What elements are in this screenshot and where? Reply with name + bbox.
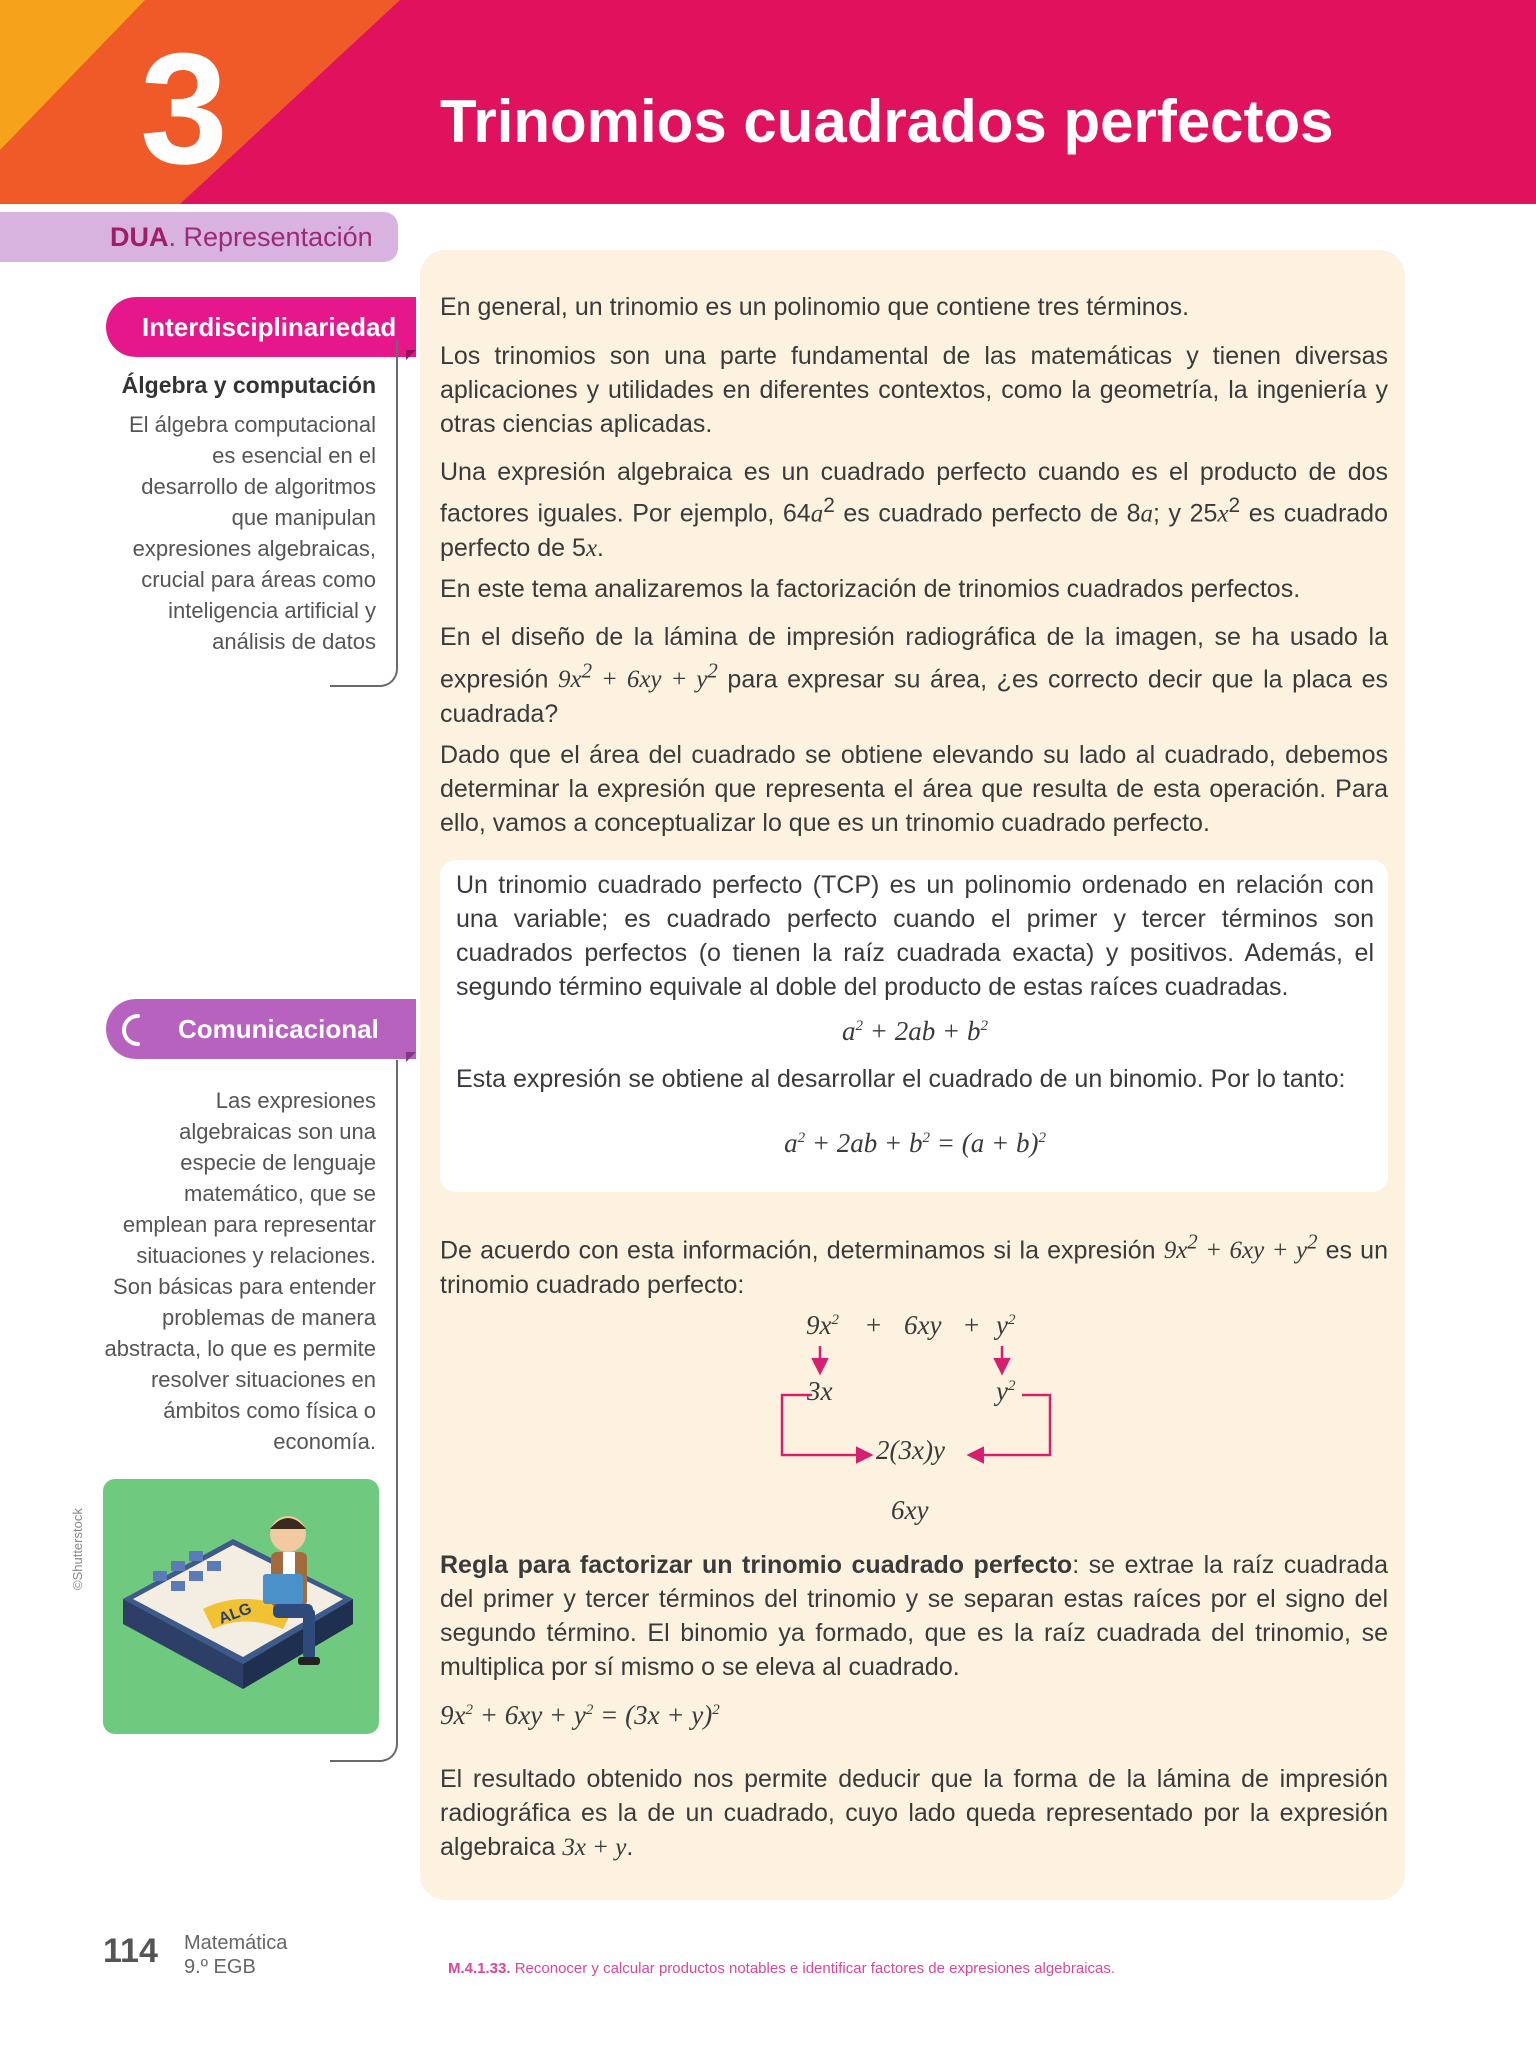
math-a: a: [1140, 500, 1153, 528]
sidebar-heading: Álgebra y computación: [121, 372, 376, 398]
definition-text: Un trinomio cuadrado perfecto (TCP) es un polinomio ordenado en relación con una variable; es cuadrado perfecto cuando el primer y tercer términos son cuadrados perfectos (o tienen la raíz cuadrada exacta) y positivos. Además, el segundo término equivale al doble del producto de estas raíces cuadradas.: [456, 871, 1374, 1001]
paragraph-area: Dado que el área del cuadrado se obtiene elevando su lado al cuadrado, debemos determinar la expresión que representa el área que resulta de esta operación. Para ello, vamos a conceptualizar lo que es un trinomio cuadrado perfecto.: [440, 741, 1388, 837]
interdisciplinary-tag: Interdisciplinariedad: [106, 297, 416, 357]
illustration-label: ALG: [216, 1600, 255, 1628]
chapter-number: 3: [140, 21, 228, 197]
paragraph-applications: Los trinomios son una parte fundamental de las matemáticas y tienen diversas aplicaciones y utilidades en diferentes contextos, como la geometría, la ingeniería y otras ciencias aplicadas.: [440, 342, 1388, 438]
skill-text: Reconocer y calcular productos notables e identificar factores de expresiones algebraicas.: [510, 1960, 1116, 1977]
term-9x2: $9x^2$: [806, 1310, 839, 1340]
term-y2: $y^2$: [996, 1310, 1016, 1340]
text: 9x: [806, 1310, 832, 1340]
formula-factorized: $9x^2 + 6xy + y^2 = (3x + y)^2$: [440, 1700, 720, 1730]
dua-label: [110, 220, 373, 254]
text: ; y 25: [1152, 499, 1218, 528]
hook-icon: [110, 1010, 150, 1050]
dua-suffix: . Representación: [168, 222, 373, 252]
skill-code-id: M.4.1.33.: [448, 1960, 511, 1977]
exp: 2: [1228, 494, 1241, 517]
tag-fold: [406, 350, 416, 360]
plus-sign: +: [964, 1310, 980, 1340]
paragraph-conclusion: [440, 1762, 1388, 1865]
skill-code: [448, 1960, 1115, 1977]
double-product: 2(3x)y: [876, 1435, 945, 1465]
communication-tag: Comunicacional: [106, 999, 416, 1059]
paragraph-check: [440, 1225, 1388, 1302]
rule-text: : se extrae la raíz cuadrada del primer y tercer términos del trinomio y se separan estas raíces por el signo del segundo término. El binomio ya formado, que es la raíz cuadrada del trinomio, se multiplica por sí mismo o se eleva al cuadrado.: [440, 1551, 1388, 1681]
text: De acuerdo con esta información, determinamos si la expresión: [440, 1236, 1164, 1265]
book-illustration: [103, 1479, 379, 1734]
text: El resultado obtenido nos permite deducir que la forma de la lámina de impresión radiográfica es la de un cuadrado, cuyo lado queda representado por la expresión algebraica: [440, 1765, 1388, 1861]
paragraph-perfect-square: Una expresión algebraica es un cuadrado perfecto cuando es el producto de dos factores iguales. Por ejemplo, $64a^2$ es cuadrado perfecto de 8a; y $25x^2$ es cuadrado perfecto de 5x.: [440, 458, 1388, 563]
text: para expresar su área, ¿es correcto decir que la placa es cuadrada?: [440, 665, 1388, 729]
paragraph-intro: En general, un trinomio es un polinomio que contiene tres términos.: [440, 293, 1190, 321]
text: .: [626, 1833, 634, 1861]
text: y: [996, 1376, 1008, 1406]
formula-binomial-square: $a^2 + 2ab + b^2 = (a + b)^2$: [784, 1128, 1046, 1158]
sidebar-text-communication: Las expresiones algebraicas son una especie de lenguaje matemático, que se emplean para representar situaciones y relaciones. Son básicas para entender problemas de manera abstracta, lo que es permite resolver situaciones en ámbitos como física o economía.: [104, 1088, 376, 1454]
image-credit: ©Shutterstock: [70, 1508, 85, 1590]
expression: $9x^2 + 6xy + y^2$: [558, 659, 718, 694]
root-3x: 3x: [807, 1376, 833, 1406]
text: es cuadrado perfecto de 8: [834, 499, 1141, 528]
term-6xy: 6xy: [904, 1310, 942, 1340]
text: es un trinomio cuadrado perfecto:: [440, 1236, 1388, 1300]
paragraph-topic: En este tema analizaremos la factorización de trinomios cuadrados perfectos.: [440, 575, 1301, 603]
definition-binomial: Esta expresión se obtiene al desarrollar el cuadrado de un binomio. Por lo tanto:: [456, 1065, 1346, 1093]
sidebar-bracket: [330, 340, 398, 687]
math-a: a: [810, 500, 824, 528]
text: y: [996, 1310, 1008, 1340]
root-y: $y^2$: [996, 1376, 1016, 1406]
text: Una expresión algebraica es un cuadrado perfecto cuando es el producto de dos factores iguales. Por ejemplo, 64: [440, 458, 1388, 528]
page-number: 114: [103, 1932, 158, 1970]
paragraph-question: [440, 620, 1388, 731]
math-x: x: [585, 535, 598, 563]
rule-title: Regla para factorizar un trinomio cuadrado perfecto: [440, 1551, 1073, 1579]
plus-sign: +: [866, 1310, 882, 1340]
expression: $9x^2 + 6xy + y^2$: [1163, 1230, 1318, 1265]
subject-label: Matemática: [184, 1932, 288, 1954]
double-product-result: 6xy: [891, 1495, 929, 1525]
tag-fold: [406, 1052, 416, 1062]
illustration-reading-book: [103, 1479, 379, 1734]
text: es cuadrado perfecto de 5: [440, 499, 1388, 563]
rule-paragraph: [440, 1548, 1388, 1684]
dua-abbrev: DUA: [110, 222, 169, 252]
grade-label: 9.º EGB: [184, 1956, 256, 1978]
exp: 2: [823, 494, 835, 517]
math-x: x: [1217, 500, 1229, 528]
expression: 3x + y: [562, 1834, 627, 1861]
sidebar-text-algebra: El álgebra computacional es esencial en el desarrollo de algoritmos que manipulan expresiones algebraicas, crucial para áreas como inteligencia artificial y análisis de datos: [128, 412, 376, 654]
text: En el diseño de la lámina de impresión radiográfica de la imagen, se ha usado la expresión: [440, 623, 1388, 694]
formula-tcp: $a^2 + 2ab + b^2$: [842, 1016, 988, 1046]
page-title: Trinomios cuadrados perfectos: [440, 88, 1334, 155]
